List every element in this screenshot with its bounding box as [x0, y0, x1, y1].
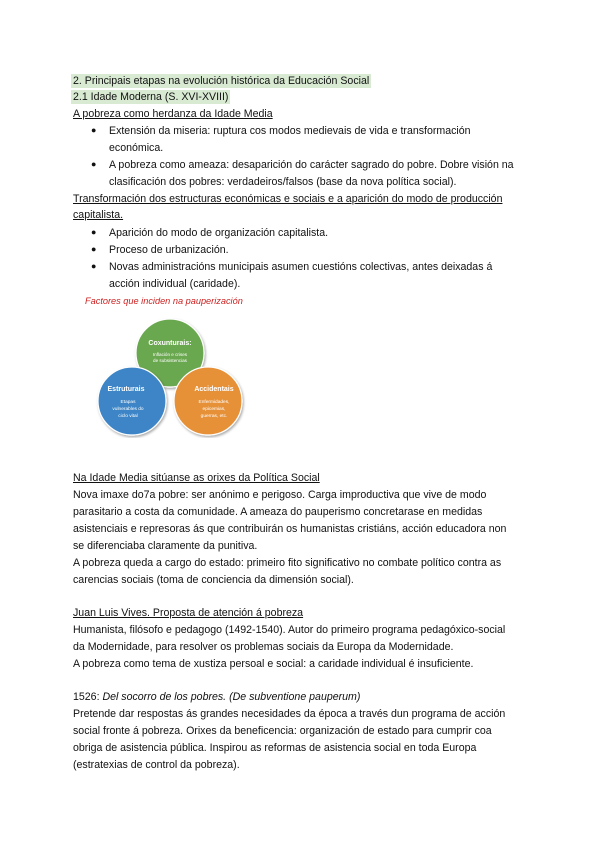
section3-line6: carencias sociais (toma de conciencia da dimensión social).	[73, 574, 354, 586]
section4-line3: A pobreza como tema de xustiza persoal e social: a caridade individual é insuficiente.	[73, 658, 474, 670]
section1-bullet2-line1: A pobreza como ameaza: desaparición do carácter sagrado do pobre. Dobre visión na	[109, 159, 514, 171]
section3-line3: asistenciais e represoras ás que contribuirán os humanistas cristiáns, acción educadora non	[73, 523, 507, 535]
estruturais-body-3: ciclo vital	[118, 414, 138, 419]
circle-accidentais	[174, 367, 242, 435]
section5-line2: social fronte á pobreza. Orixes da beneficencia: organización de estado para cumprir coa	[73, 725, 492, 737]
accidentais-body-1: Enfermidades,	[198, 400, 230, 405]
accidentais-body-2: epicemias,	[202, 407, 226, 412]
section5-line3: obriga de asistencia pública. Inspirou as reformas de asistencia social en toda Europa	[73, 742, 477, 754]
circle-estruturais	[98, 367, 166, 435]
section3-line5: A pobreza queda a cargo do estado: primeiro fito significativo no combate político contra as	[73, 557, 502, 569]
section4-line2: da Modernidade, para resolver os problemas sociais da Europa da Modernidade.	[73, 641, 454, 653]
bullet-marker: ●	[91, 244, 97, 254]
accidentais-body-3: guerras, etc.	[200, 414, 228, 419]
bullet-marker: ●	[91, 125, 97, 135]
estruturais-body-1: Etapas	[120, 400, 136, 405]
section5-year: 1526:	[73, 691, 103, 703]
main-heading: 2. Principais etapas na evolución histórica da Educación Social	[73, 75, 370, 87]
bullet-marker: ●	[91, 227, 97, 237]
section2-bullet1: Aparición do modo de organización capitalista.	[109, 227, 329, 239]
coxunturais-title: Coxunturais:	[148, 340, 192, 347]
section4-title: Juan Luis Vives. Proposta de atención á pobreza	[73, 607, 304, 619]
section3-line2: parasitario a costa da comunidade. A ameaza do pauperismo concretarase en medidas	[73, 506, 483, 518]
section1-bullet2-line2: clasificación dos pobres: verdadeiros/falsos (base da nova política social).	[109, 176, 457, 188]
venn-diagram	[90, 318, 250, 438]
section2-title-line1: Transformación dos estructuras económicas e sociais e a aparición do modo de producción	[73, 193, 503, 205]
bullet-marker: ●	[91, 261, 97, 271]
section2-bullet2: Proceso de urbanización.	[109, 244, 229, 256]
section1-bullet1-line1: Extensión da miseria: ruptura cos modos medievais de vida e transformación	[109, 125, 471, 137]
section3-line4: se diferenciaba claramente da punitiva.	[73, 540, 258, 552]
accidentais-title: Accidentais	[194, 386, 234, 393]
section3-title: Na Idade Media sitúanse as orixes da Política Social	[73, 472, 320, 484]
section2-title-line2: capitalista.	[73, 209, 124, 221]
section5-title	[73, 690, 360, 704]
section2-bullet3-line1: Novas administracións municipais asumen cuestións colectivas, antes deixadas á	[109, 261, 493, 273]
section1-bullet1-line2: económica.	[109, 142, 164, 154]
section1-title: A pobreza como herdanza da Idade Media	[73, 108, 273, 120]
section2-bullet3-line2: acción individual (caridade).	[109, 278, 241, 290]
section5-title-italic: Del socorro de los pobres. (De subventione pauperum)	[102, 691, 361, 703]
sub-heading: 2.1 Idade Moderna (S. XVI-XVIII)	[73, 91, 229, 103]
coxunturais-body-1: Inflación e crises	[152, 352, 188, 357]
estruturais-title: Estruturais	[107, 386, 145, 393]
section4-line1: Humanista, filósofo e pedagogo (1492-1540). Autor do primeiro programa pedagóxico-social	[73, 624, 506, 636]
diagram-caption: Factores que inciden na pauperización	[85, 296, 243, 306]
coxunturais-body-2: de subsistencias	[153, 358, 187, 363]
section3-line1: Nova imaxe do7a pobre: ser anónimo e perigoso. Carga improductiva que vive de modo	[73, 489, 487, 501]
estruturais-body-2: vulnerables do	[112, 407, 144, 412]
section5-line4: (estratexias de control da pobreza).	[73, 759, 240, 771]
bullet-marker: ●	[91, 159, 97, 169]
section5-line1: Pretende dar respostas ás grandes necesidades da época a través dun programa de acción	[73, 708, 506, 720]
